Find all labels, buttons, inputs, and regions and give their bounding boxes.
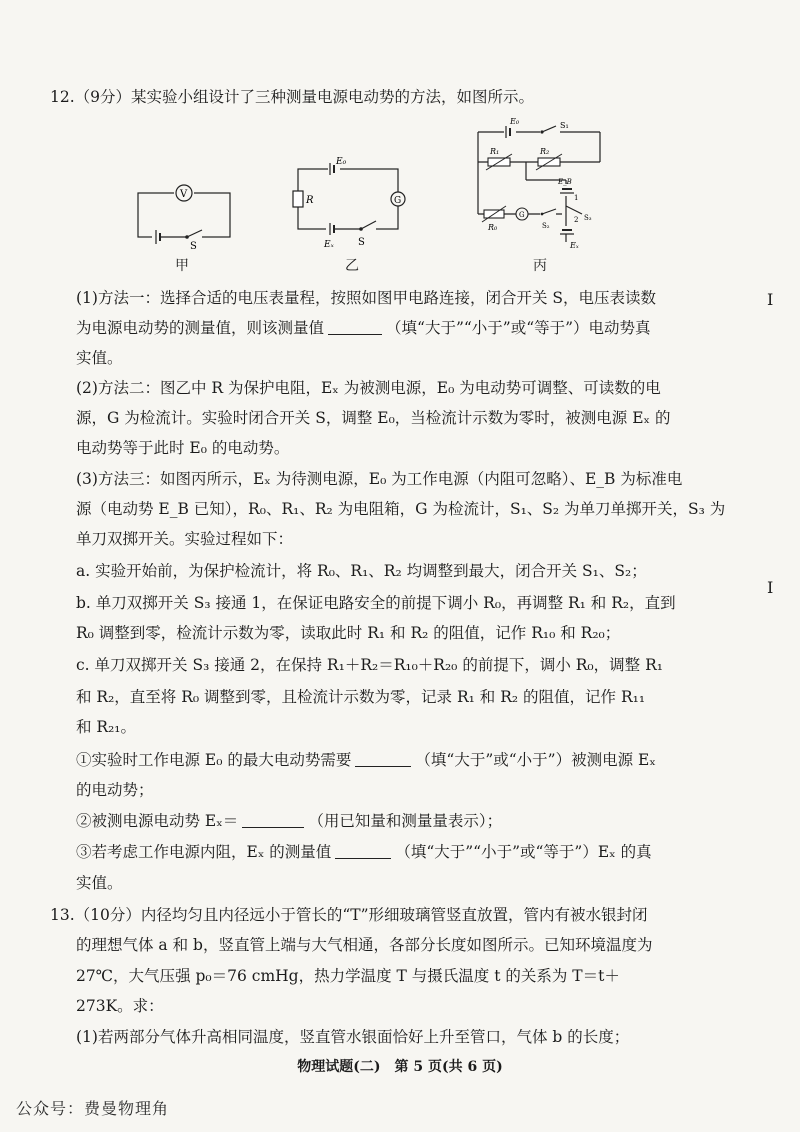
galvanometer-label: G bbox=[394, 196, 402, 206]
q12-text-segment: （填“大于”“小于”或“等于”）Eₓ 的真 bbox=[395, 843, 652, 861]
q12-text-segment: （填“大于”或“小于”）被测电源 Eₓ bbox=[415, 751, 656, 769]
r1-label: R₁ bbox=[490, 147, 500, 156]
q12-text-line: c. 单刀双掷开关 S₃ 接通 2，在保持 R₁＋R₂＝R₁₀＋R₂₀ 的前提下，调小 R₀，调整 R₁ bbox=[76, 656, 663, 674]
q12-text-line: 源，G 为检流计。实验时闭合开关 S，调整 E₀，当检流计示数为零时，被测电源 Eₓ 的 bbox=[76, 409, 671, 427]
q12-text-line: (2)方法二：图乙中 R 为保护电阻，Eₓ 为被测电源，E₀ 为电动势可调整、可读数的电 bbox=[76, 379, 661, 397]
margin-mark: I bbox=[767, 290, 774, 309]
answer-blank-3[interactable] bbox=[242, 812, 304, 828]
q12-text-segment: （填“大于”“小于”或“等于”）电动势真 bbox=[386, 319, 651, 337]
q12-text-line: (1)方法一：选择合适的电压表量程，按照如图甲电路连接，闭合开关 S，电压表读数 bbox=[76, 289, 657, 307]
q13-text-line: 13.（10分）内径均匀且内径远小于管长的“T”形细玻璃管竖直放置，管内有被水银封闭 bbox=[50, 906, 648, 924]
s2-label: S₂ bbox=[542, 222, 550, 230]
q12-text-line: 和 R₂₁。 bbox=[76, 718, 137, 736]
q12-text-segment: 为电源电动势的测量值，则该测量值 bbox=[76, 319, 325, 337]
q12-text-line: 实值。 bbox=[76, 874, 123, 892]
q12-text-line-with-blank bbox=[76, 317, 676, 339]
q12-text-line: (3)方法三：如图丙所示，Eₓ 为待测电源，E₀ 为工作电源（内阻可忽略）、E_B 为标准电 bbox=[76, 470, 683, 488]
voltmeter-label: V bbox=[180, 189, 188, 200]
eb-label: E_B bbox=[558, 178, 572, 186]
r2-label: R₂ bbox=[540, 147, 550, 156]
question-12-title: 12.（9分）某实验小组设计了三种测量电源电动势的方法，如图所示。 bbox=[50, 88, 535, 106]
r0-label: R₀ bbox=[488, 223, 498, 232]
q12-text-line: 实值。 bbox=[76, 349, 123, 367]
s1-label: S₁ bbox=[560, 121, 569, 130]
switch-s-label: S bbox=[358, 237, 365, 248]
figure-label-bing: 丙 bbox=[533, 258, 547, 274]
q13-text-line: 273K。求： bbox=[76, 997, 164, 1015]
galvanometer-label: G bbox=[519, 211, 525, 219]
q12-text-line-with-blank bbox=[76, 749, 676, 771]
q12-text-segment: （用已知量和测量量表示）； bbox=[308, 812, 503, 830]
q12-text-segment: ②被测电源电动势 Eₓ＝ bbox=[76, 812, 239, 830]
resistor-r-label: R bbox=[306, 195, 314, 206]
answer-blank-2[interactable] bbox=[355, 751, 411, 767]
q13-text-line: 的理想气体 a 和 b，竖直管上端与大气相通，各部分长度如图所示。已知环境温度为 bbox=[76, 936, 653, 954]
figure-label-yi: 乙 bbox=[345, 258, 359, 274]
circuit-diagram-jia bbox=[130, 180, 240, 250]
switch-s-label: S bbox=[190, 241, 197, 250]
answer-blank-4[interactable] bbox=[335, 843, 391, 859]
e0-label: E₀ bbox=[510, 117, 520, 126]
ex-label: Eₓ bbox=[324, 240, 334, 250]
q12-text-line-with-blank bbox=[76, 841, 676, 863]
terminal-1-label: 1 bbox=[574, 194, 579, 202]
watermark-text: 公众号：费曼物理角 bbox=[16, 1099, 170, 1118]
page-footer: 物理试题(二) 第 5 页(共 6 页) bbox=[297, 1059, 503, 1075]
circuit-diagram-bing bbox=[470, 110, 610, 255]
q12-text-line: R₀ 调整到零，检流计示数为零，读取此时 R₁ 和 R₂ 的阻值，记作 R₁₀ 和 R₂₀； bbox=[76, 624, 621, 642]
q12-text-line-with-blank bbox=[76, 810, 676, 832]
figure-label-jia: 甲 bbox=[175, 258, 189, 274]
ex-label: Eₓ bbox=[570, 241, 579, 250]
q12-text-line: a. 实验开始前，为保护检流计，将 R₀、R₁、R₂ 均调整到最大，闭合开关 S₁、S₂； bbox=[76, 562, 647, 580]
q12-text-line: 的电动势； bbox=[76, 781, 154, 799]
q13-text-line: (1)若两部分气体升高相同温度，竖直管水银面恰好上升至管口，气体 b 的长度； bbox=[76, 1028, 630, 1046]
q12-text-line: 源（电动势 E_B 已知），R₀、R₁、R₂ 为电阻箱，G 为检流计，S₁、S₂ 为单刀单掷开关，S₃ 为 bbox=[76, 500, 726, 518]
circuit-diagram-yi bbox=[288, 155, 418, 250]
q12-text-line: 和 R₂，直至将 R₀ 调整到零，且检流计示数为零，记录 R₁ 和 R₂ 的阻值，记作 R₁₁ bbox=[76, 688, 646, 706]
e0-label: E₀ bbox=[336, 157, 347, 167]
answer-blank-1[interactable] bbox=[328, 319, 382, 335]
s3-label: S₃ bbox=[584, 214, 592, 222]
q12-text-line: b. 单刀双掷开关 S₃ 接通 1，在保证电路安全的前提下调小 R₀，再调整 R₁ 和 R₂，直到 bbox=[76, 594, 676, 612]
q13-text-line: 27℃，大气压强 p₀＝76 cmHg，热力学温度 T 与摄氏温度 t 的关系为 T＝t＋ bbox=[76, 967, 620, 985]
q12-text-segment: ③若考虑工作电源内阻，Eₓ 的测量值 bbox=[76, 843, 332, 861]
terminal-2-label: 2 bbox=[574, 216, 579, 224]
q12-text-line: 电动势等于此时 E₀ 的电动势。 bbox=[76, 439, 290, 457]
q12-text-segment: ①实验时工作电源 E₀ 的最大电动势需要 bbox=[76, 751, 352, 769]
margin-mark: I bbox=[767, 578, 774, 597]
q12-text-line: 单刀双掷开关。实验过程如下： bbox=[76, 530, 294, 548]
